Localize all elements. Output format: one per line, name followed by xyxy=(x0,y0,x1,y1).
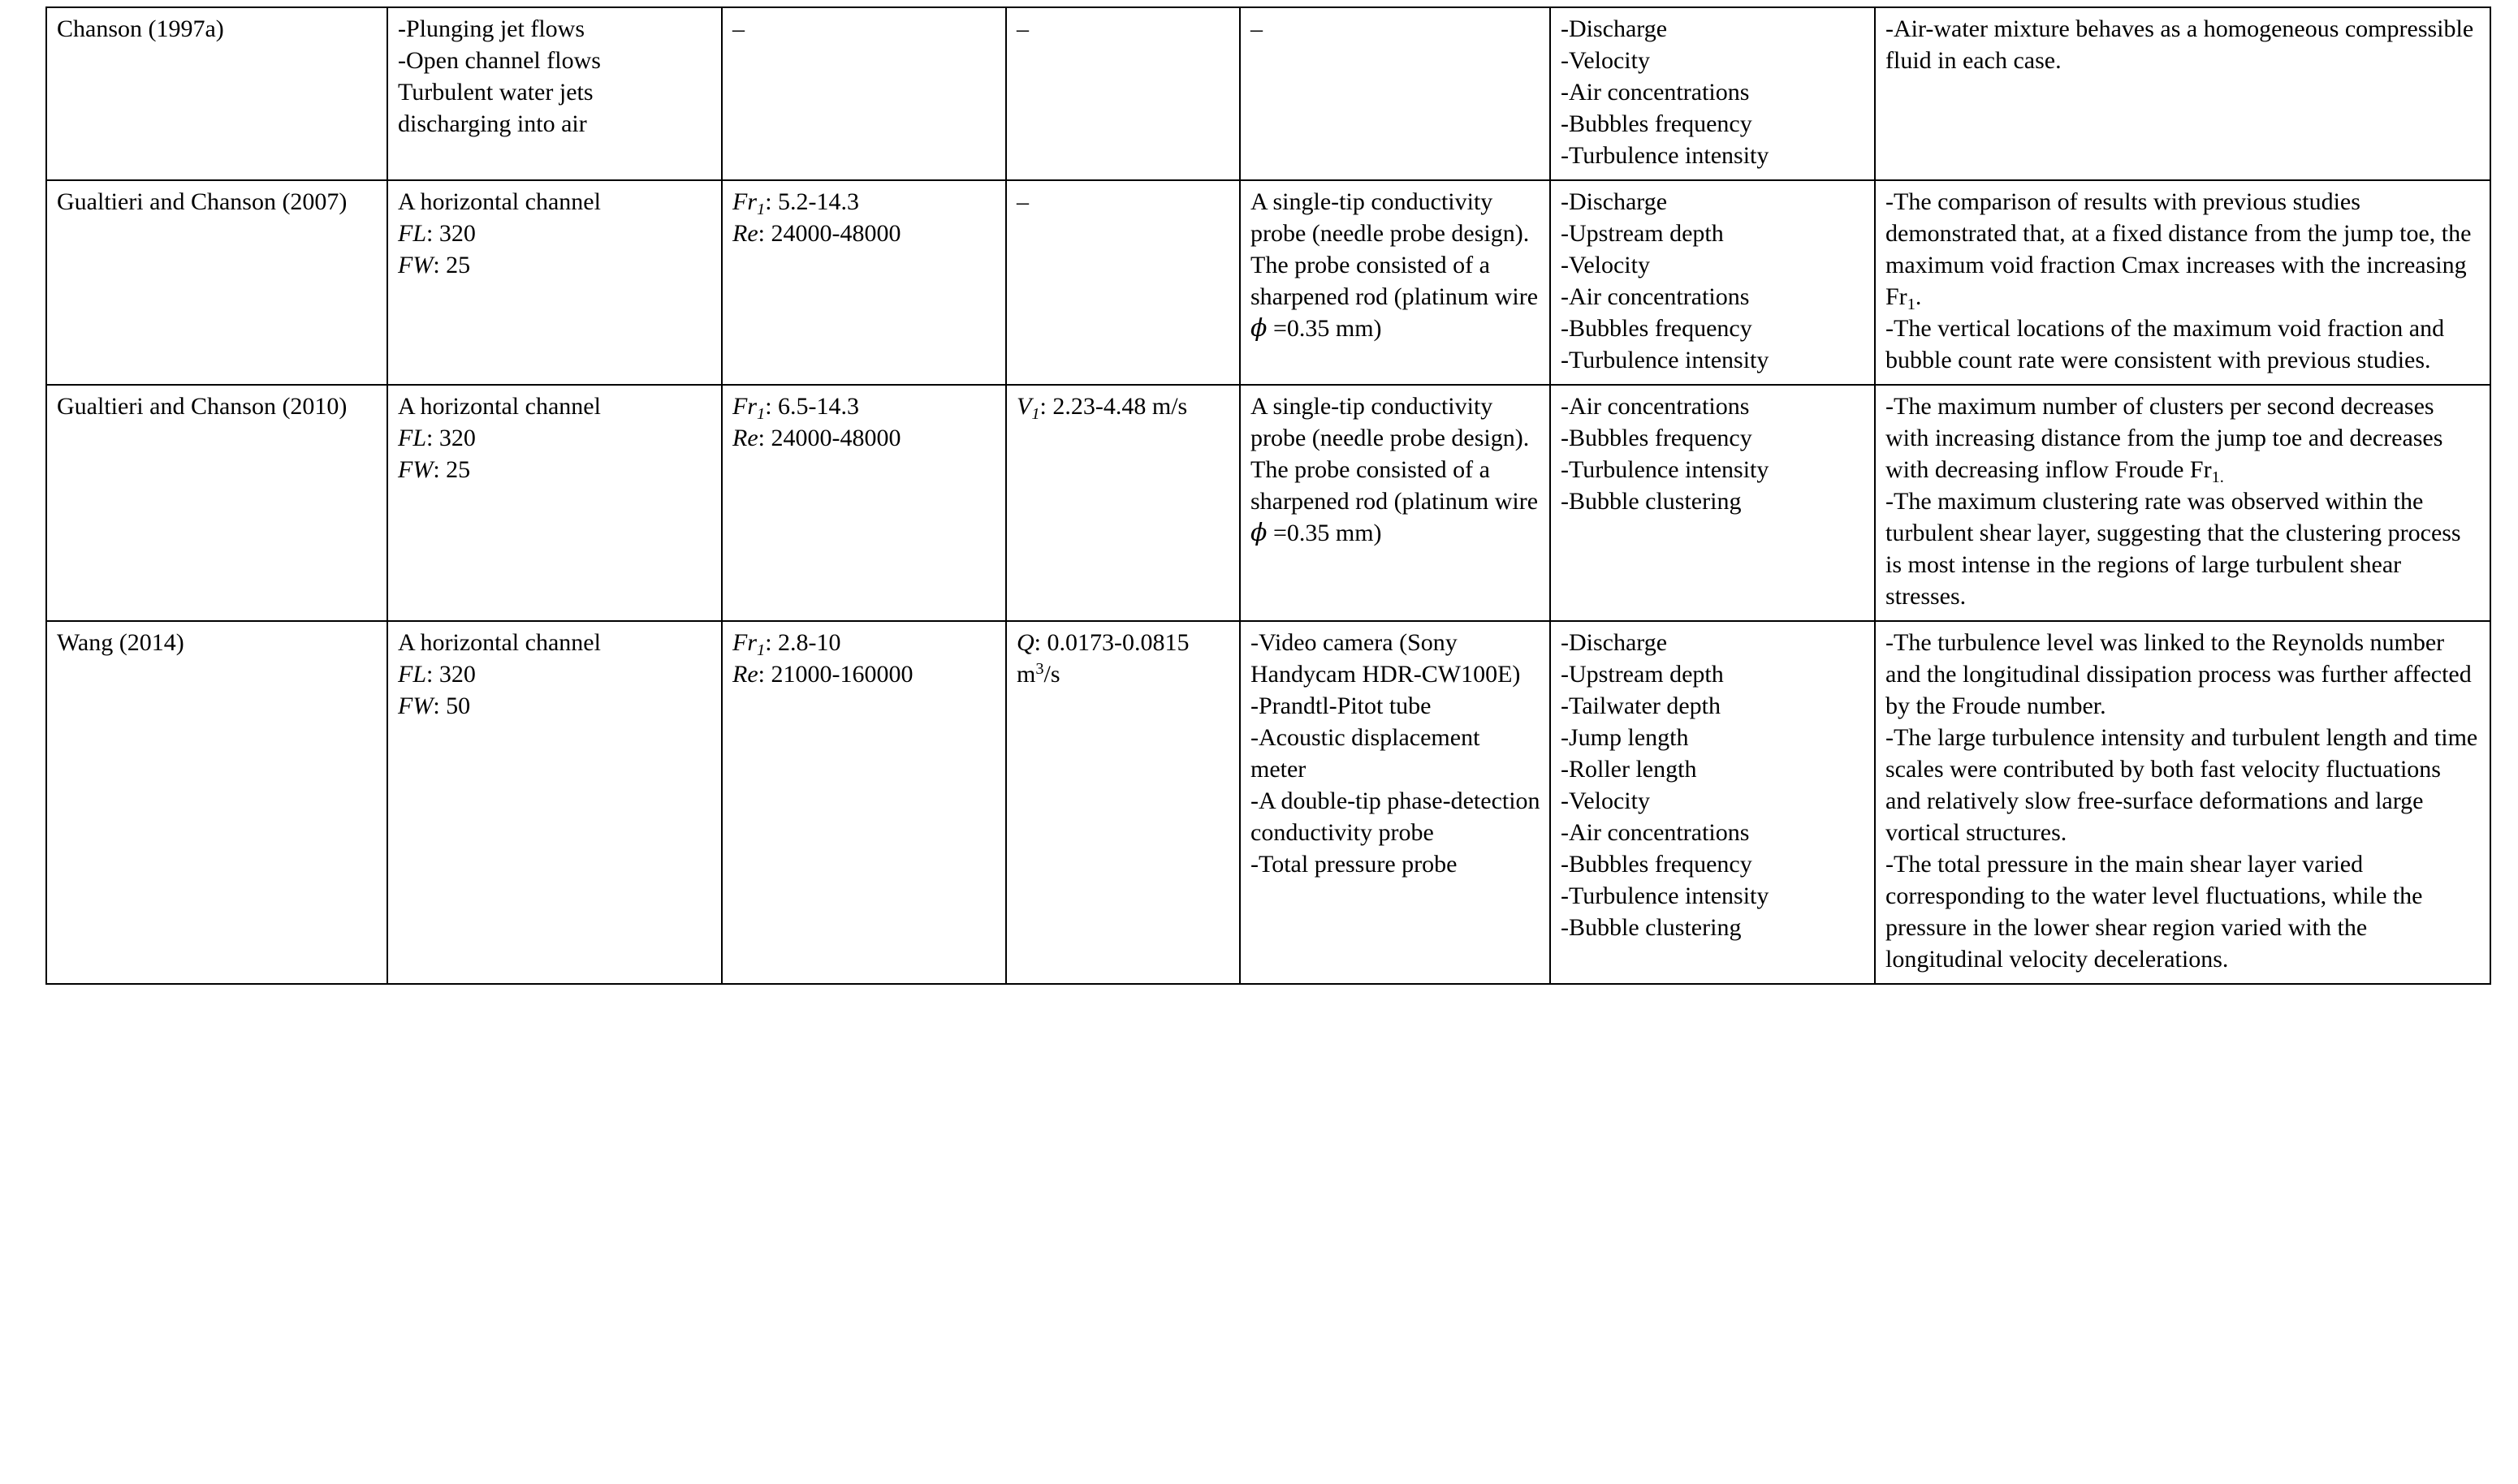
setup-line: -Plunging jet flows xyxy=(398,15,585,42)
study-reference: Gualtieri and Chanson (2010) xyxy=(57,393,348,420)
setup-line: FW: 50 xyxy=(398,692,471,719)
measured-item: -Bubble clustering xyxy=(1561,914,1742,941)
study-reference: Chanson (1997a) xyxy=(57,15,224,42)
flow-line-reynolds: Re: 24000-48000 xyxy=(732,425,901,451)
label-fr: Fr xyxy=(732,188,757,215)
measured-item: -Air concentrations xyxy=(1561,79,1750,106)
setup-line: A horizontal channel xyxy=(398,629,601,656)
measured-item: -Discharge xyxy=(1561,629,1668,656)
cell-findings xyxy=(1875,621,2490,984)
finding-item: -The total pressure in the main shear layer varied corresponding to the water level fluctuations, while the pressure in the lower shear region varied with the longitudinal velocity decelerations. xyxy=(1885,851,2423,973)
discharge-line: Q: 0.0173-0.0815 $m^3/s$ xyxy=(1017,629,1190,688)
instrument-item: -Total pressure probe xyxy=(1250,851,1458,878)
cell-measured xyxy=(1550,180,1875,385)
cell-discharge xyxy=(1006,621,1240,984)
setup-line: FW: 25 xyxy=(398,252,471,278)
finding-item: -Air-water mixture behaves as a homogeneous compressible fluid in each case. xyxy=(1885,15,2474,74)
finding-item: -The vertical locations of the maximum void fraction and bubble count rate were consistent with previous studies. xyxy=(1885,315,2445,373)
setup-line: FL: 320 xyxy=(398,425,476,451)
discharge-line: $V_1$: 2.23-4.48 m/s xyxy=(1017,393,1188,424)
cell-discharge xyxy=(1006,385,1240,621)
cell-measured xyxy=(1550,7,1875,180)
cell-setup xyxy=(387,385,722,621)
measured-item: -Roller length xyxy=(1561,756,1697,783)
discharge-empty: – xyxy=(1017,15,1029,42)
cell-findings xyxy=(1875,385,2490,621)
literature-review-table xyxy=(45,6,2491,985)
label-fl: FL xyxy=(398,661,427,688)
flow-line-froude: $Fr_1$: 5.2-14.3 xyxy=(732,188,860,219)
measured-item: -Discharge xyxy=(1561,188,1668,215)
label-fw: FW xyxy=(398,252,434,278)
cell-study xyxy=(46,180,387,385)
cell-instrument xyxy=(1240,7,1550,180)
label-v: V xyxy=(1017,393,1032,420)
cell-measured xyxy=(1550,385,1875,621)
study-reference: Gualtieri and Chanson (2007) xyxy=(57,188,348,215)
label-fl: FL xyxy=(398,220,427,247)
label-fl: FL xyxy=(398,425,427,451)
measured-item: -Air concentrations xyxy=(1561,819,1750,846)
table-row xyxy=(46,180,2490,385)
cell-flow xyxy=(722,621,1006,984)
label-fw: FW xyxy=(398,692,434,719)
cell-setup xyxy=(387,180,722,385)
instrument-item: A single-tip conductivity probe (needle probe design). The probe consisted of a sharpened rod (platinum wire ϕ =0.35 mm) xyxy=(1250,393,1539,547)
measured-item: -Turbulence intensity xyxy=(1561,882,1769,909)
cell-setup xyxy=(387,621,722,984)
label-fr: Fr xyxy=(732,393,757,420)
finding-item: -The large turbulence intensity and turbulent length and time scales were contributed by both fast velocity fluctuations and relatively slow free-surface deformations and large vortical structures. xyxy=(1885,724,2478,846)
cell-study xyxy=(46,385,387,621)
measured-item: -Bubbles frequency xyxy=(1561,425,1752,451)
measured-item: -Air concentrations xyxy=(1561,283,1750,310)
measured-item: -Upstream depth xyxy=(1561,661,1724,688)
table-row xyxy=(46,7,2490,180)
instrument-item: -Video camera (Sony Handycam HDR-CW100E) xyxy=(1250,629,1521,688)
discharge-empty: – xyxy=(1017,188,1029,215)
table-row xyxy=(46,621,2490,984)
cell-flow xyxy=(722,180,1006,385)
measured-item: -Turbulence intensity xyxy=(1561,347,1769,373)
flow-line-froude: $Fr_1$: 2.8-10 xyxy=(732,629,841,660)
setup-line: Turbulent water jets xyxy=(398,79,594,106)
measured-item: -Bubble clustering xyxy=(1561,488,1742,515)
instrument-item: A single-tip conductivity probe (needle probe design). The probe consisted of a sharpened rod (platinum wire ϕ =0.35 mm) xyxy=(1250,188,1539,343)
setup-line: A horizontal channel xyxy=(398,188,601,215)
label-re: Re xyxy=(732,220,758,247)
setup-line: FW: 25 xyxy=(398,456,471,483)
measured-item: -Bubbles frequency xyxy=(1561,110,1752,137)
measured-item: -Bubbles frequency xyxy=(1561,851,1752,878)
measured-item: -Velocity xyxy=(1561,787,1650,814)
finding-item: -The maximum clustering rate was observed within the turbulent shear layer, suggesting that the clustering process is most intense in the regions of large turbulent shear stresses. xyxy=(1885,488,2461,610)
cell-discharge xyxy=(1006,180,1240,385)
setup-line: discharging into air xyxy=(398,110,587,137)
table-row xyxy=(46,385,2490,621)
measured-item: -Air concentrations xyxy=(1561,393,1750,420)
cell-flow xyxy=(722,385,1006,621)
finding-item: -The comparison of results with previous studies demonstrated that, at a fixed distance from the jump toe, the maximum void fraction Cmax increases with the increasing $Fr_1$. xyxy=(1885,188,2472,314)
flow-line-reynolds: Re: 21000-160000 xyxy=(732,661,913,688)
flow-line-reynolds: Re: 24000-48000 xyxy=(732,220,901,247)
instrument-empty: – xyxy=(1250,15,1263,42)
cell-instrument xyxy=(1240,180,1550,385)
label-q: Q xyxy=(1017,629,1034,656)
cell-findings xyxy=(1875,180,2490,385)
cell-instrument xyxy=(1240,385,1550,621)
measured-item: -Velocity xyxy=(1561,252,1650,278)
label-fr: Fr xyxy=(732,629,757,656)
instrument-item: -Acoustic displacement meter xyxy=(1250,724,1480,783)
instrument-item: -A double-tip phase-detection conductivity probe xyxy=(1250,787,1540,846)
label-re: Re xyxy=(732,661,758,688)
cell-instrument xyxy=(1240,621,1550,984)
measured-item: -Upstream depth xyxy=(1561,220,1724,247)
setup-line: A horizontal channel xyxy=(398,393,601,420)
setup-line: -Open channel flows xyxy=(398,47,601,74)
cell-measured xyxy=(1550,621,1875,984)
measured-item: -Turbulence intensity xyxy=(1561,456,1769,483)
study-reference: Wang (2014) xyxy=(57,629,184,656)
cell-study xyxy=(46,621,387,984)
finding-item: -The turbulence level was linked to the Reynolds number and the longitudinal dissipation process was further affected by the Froude number. xyxy=(1885,629,2472,719)
measured-item: -Bubbles frequency xyxy=(1561,315,1752,342)
finding-item: -The maximum number of clusters per second decreases with increasing distance from the jump toe and decreases with decreasing inflow Froude $Fr_{1.}$ xyxy=(1885,393,2443,487)
flow-line-froude: $Fr_1$: 6.5-14.3 xyxy=(732,393,860,424)
measured-item: -Jump length xyxy=(1561,724,1689,751)
cell-flow xyxy=(722,7,1006,180)
cell-setup xyxy=(387,7,722,180)
measured-item: -Velocity xyxy=(1561,47,1650,74)
label-re: Re xyxy=(732,425,758,451)
setup-line: FL: 320 xyxy=(398,661,476,688)
measured-item: -Tailwater depth xyxy=(1561,692,1721,719)
measured-item: -Discharge xyxy=(1561,15,1668,42)
setup-line: FL: 320 xyxy=(398,220,476,247)
label-fw: FW xyxy=(398,456,434,483)
cell-study xyxy=(46,7,387,180)
cell-discharge xyxy=(1006,7,1240,180)
instrument-item: -Prandtl-Pitot tube xyxy=(1250,692,1432,719)
cell-findings xyxy=(1875,7,2490,180)
flow-empty: – xyxy=(732,15,745,42)
measured-item: -Turbulence intensity xyxy=(1561,142,1769,169)
